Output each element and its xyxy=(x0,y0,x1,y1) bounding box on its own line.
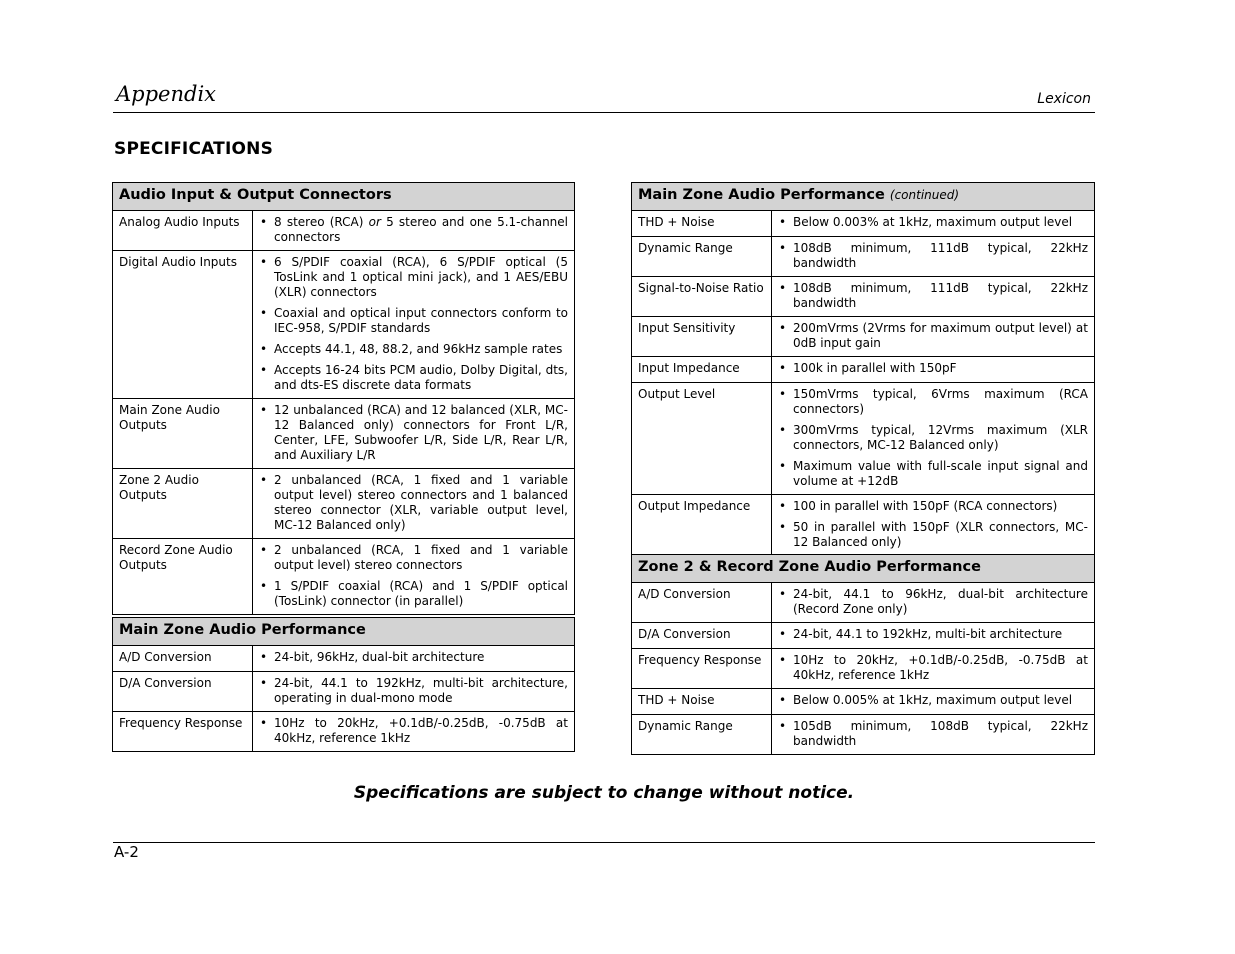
spec-values xyxy=(253,646,575,672)
spec-label: Dynamic Range xyxy=(632,715,772,755)
spec-values xyxy=(772,277,1095,317)
spec-value-list xyxy=(778,321,1088,351)
table-row xyxy=(113,712,575,752)
spec-value-list xyxy=(778,719,1088,749)
spec-value: • 10Hz to 20kHz, +0.1dB/-0.25dB, -0.75dB at 40kHz, reference 1kHz xyxy=(778,653,1088,683)
spec-value: • 2 unbalanced (RCA, 1 fixed and 1 variable output level) stereo connectors xyxy=(259,543,568,573)
table-title-note: (continued) xyxy=(889,188,960,202)
spec-label: Record Zone Audio Outputs xyxy=(113,539,253,615)
table-row xyxy=(632,649,1095,689)
spec-values xyxy=(772,649,1095,689)
change-notice: Specifications are subject to change without notice. xyxy=(353,783,855,803)
spec-values xyxy=(253,469,575,539)
table-row xyxy=(113,211,575,251)
spec-label: A/D Conversion xyxy=(632,583,772,623)
spec-values xyxy=(253,672,575,712)
spec-values xyxy=(772,383,1095,495)
spec-values xyxy=(253,712,575,752)
spec-value: • 12 unbalanced (RCA) and 12 balanced (XLR, MC-12 Balanced only) connectors for Front L/R, Center, LFE, Subwoofer L/R, Side L/R, Rear L/R, and Auxiliary L/R xyxy=(259,403,568,463)
spec-value-list xyxy=(778,215,1088,230)
spec-value: • 200mVrms (2Vrms for maximum output level) at 0dB input gain xyxy=(778,321,1088,351)
spec-value: • 108dB minimum, 111dB typical, 22kHz bandwidth xyxy=(778,241,1088,271)
spec-value-list xyxy=(259,650,568,665)
spec-value: • 108dB minimum, 111dB typical, 22kHz bandwidth xyxy=(778,281,1088,311)
table-title: Audio Input & Output Connectors xyxy=(113,183,575,211)
spec-label: Frequency Response xyxy=(113,712,253,752)
table-row xyxy=(632,689,1095,715)
spec-value: • 24-bit, 44.1 to 96kHz, dual-bit architecture (Record Zone only) xyxy=(778,587,1088,617)
spec-value-list xyxy=(778,281,1088,311)
table-row xyxy=(113,539,575,615)
spec-value: • 10Hz to 20kHz, +0.1dB/-0.25dB, -0.75dB at 40kHz, reference 1kHz xyxy=(259,716,568,746)
spec-value-list xyxy=(259,543,568,609)
spec-label: Signal-to-Noise Ratio xyxy=(632,277,772,317)
spec-value-list xyxy=(259,716,568,746)
main-zone-audio-performance-table xyxy=(112,617,575,752)
spec-values xyxy=(772,715,1095,755)
page-header-title: Appendix xyxy=(116,82,217,106)
spec-value xyxy=(259,215,568,245)
table-title: Main Zone Audio Performance (continued) xyxy=(632,183,1095,211)
spec-label: Digital Audio Inputs xyxy=(113,251,253,399)
spec-value: • Maximum value with full-scale input signal and volume at +12dB xyxy=(778,459,1088,489)
spec-values xyxy=(772,689,1095,715)
table-row xyxy=(632,357,1095,383)
spec-values xyxy=(772,583,1095,623)
table-row xyxy=(113,672,575,712)
spec-value-list xyxy=(778,241,1088,271)
spec-value-text: 8 stereo (RCA) xyxy=(274,215,369,229)
spec-value-list xyxy=(778,627,1088,642)
spec-value-list xyxy=(778,499,1088,550)
spec-label: Analog Audio Inputs xyxy=(113,211,253,251)
spec-value-list xyxy=(778,693,1088,708)
spec-value: • Below 0.003% at 1kHz, maximum output level xyxy=(778,215,1088,230)
footer-rule xyxy=(113,842,1095,843)
spec-value: • 100 in parallel with 150pF (RCA connectors) xyxy=(778,499,1088,514)
table-row xyxy=(632,277,1095,317)
spec-values xyxy=(772,317,1095,357)
spec-label: D/A Conversion xyxy=(632,623,772,649)
page-number: A-2 xyxy=(114,843,139,861)
header-rule xyxy=(113,112,1095,113)
spec-value-emphasis: or xyxy=(368,215,381,229)
spec-value-list xyxy=(259,403,568,463)
table-row xyxy=(632,623,1095,649)
spec-values xyxy=(772,357,1095,383)
spec-value: • 1 S/PDIF coaxial (RCA) and 1 S/PDIF optical (TosLink) connector (in parallel) xyxy=(259,579,568,609)
spec-value-list xyxy=(778,587,1088,617)
spec-label: Input Impedance xyxy=(632,357,772,383)
section-title: SPECIFICATIONS xyxy=(114,139,274,159)
spec-label: D/A Conversion xyxy=(113,672,253,712)
spec-values xyxy=(772,623,1095,649)
table-row xyxy=(632,211,1095,237)
spec-value: • 24-bit, 44.1 to 192kHz, multi-bit architecture, operating in dual-mono mode xyxy=(259,676,568,706)
page-header-brand: Lexicon xyxy=(1037,91,1091,107)
table-row xyxy=(632,383,1095,495)
spec-value-list xyxy=(778,387,1088,489)
table-row xyxy=(113,469,575,539)
audio-io-connectors-table xyxy=(112,182,575,615)
spec-value: • 300mVrms typical, 12Vrms maximum (XLR connectors, MC-12 Balanced only) xyxy=(778,423,1088,453)
spec-value: • Accepts 44.1, 48, 88.2, and 96kHz sample rates xyxy=(259,342,568,357)
spec-value-list xyxy=(259,473,568,533)
table-row xyxy=(632,317,1095,357)
spec-label: Zone 2 Audio Outputs xyxy=(113,469,253,539)
spec-value: • 50 in parallel with 150pF (XLR connectors, MC-12 Balanced only) xyxy=(778,520,1088,550)
spec-label: THD + Noise xyxy=(632,211,772,237)
spec-value: • 150mVrms typical, 6Vrms maximum (RCA connectors) xyxy=(778,387,1088,417)
spec-values xyxy=(253,211,575,251)
spec-value: • 24-bit, 44.1 to 192kHz, multi-bit architecture xyxy=(778,627,1088,642)
spec-label: A/D Conversion xyxy=(113,646,253,672)
spec-values xyxy=(772,211,1095,237)
spec-value: • Below 0.005% at 1kHz, maximum output level xyxy=(778,693,1088,708)
spec-values xyxy=(253,251,575,399)
table-title: Main Zone Audio Performance xyxy=(113,618,575,646)
spec-value-list xyxy=(259,215,568,245)
spec-value-list xyxy=(259,676,568,706)
table-row xyxy=(113,251,575,399)
spec-label: Dynamic Range xyxy=(632,237,772,277)
spec-values xyxy=(253,539,575,615)
spec-value: • 105dB minimum, 108dB typical, 22kHz bandwidth xyxy=(778,719,1088,749)
table-title: Zone 2 & Record Zone Audio Performance xyxy=(632,555,1095,583)
spec-value: • Accepts 16-24 bits PCM audio, Dolby Digital, dts, and dts-ES discrete data formats xyxy=(259,363,568,393)
spec-values xyxy=(253,399,575,469)
spec-label: THD + Noise xyxy=(632,689,772,715)
spec-value: • 100k in parallel with 150pF xyxy=(778,361,1088,376)
table-row xyxy=(113,399,575,469)
spec-value: • 24-bit, 96kHz, dual-bit architecture xyxy=(259,650,568,665)
spec-values xyxy=(772,495,1095,556)
spec-value: • Coaxial and optical input connectors conform to IEC-958, S/PDIF standards xyxy=(259,306,568,336)
table-row xyxy=(632,583,1095,623)
spec-value: • 6 S/PDIF coaxial (RCA), 6 S/PDIF optical (5 TosLink and 1 optical mini jack), and 1 AES/EBU (XLR) connectors xyxy=(259,255,568,300)
spec-label: Output Level xyxy=(632,383,772,495)
spec-values xyxy=(772,237,1095,277)
spec-label: Output Impedance xyxy=(632,495,772,556)
table-row xyxy=(632,495,1095,556)
spec-value-list xyxy=(778,653,1088,683)
table-row xyxy=(113,646,575,672)
main-zone-audio-performance-continued-table xyxy=(631,182,1095,556)
spec-value-list xyxy=(259,255,568,393)
table-row xyxy=(632,237,1095,277)
spec-label: Frequency Response xyxy=(632,649,772,689)
table-row xyxy=(632,715,1095,755)
zone2-record-zone-audio-performance-table xyxy=(631,554,1095,755)
spec-value-text: 5 stereo and one 5.1-channel connectors xyxy=(274,215,568,244)
spec-label: Main Zone Audio Outputs xyxy=(113,399,253,469)
spec-label: Input Sensitivity xyxy=(632,317,772,357)
spec-value: • 2 unbalanced (RCA, 1 fixed and 1 variable output level) stereo connectors and 1 balanced stereo connector (XLR, variable output level, MC-12 Balanced only) xyxy=(259,473,568,533)
spec-value-list xyxy=(778,361,1088,376)
